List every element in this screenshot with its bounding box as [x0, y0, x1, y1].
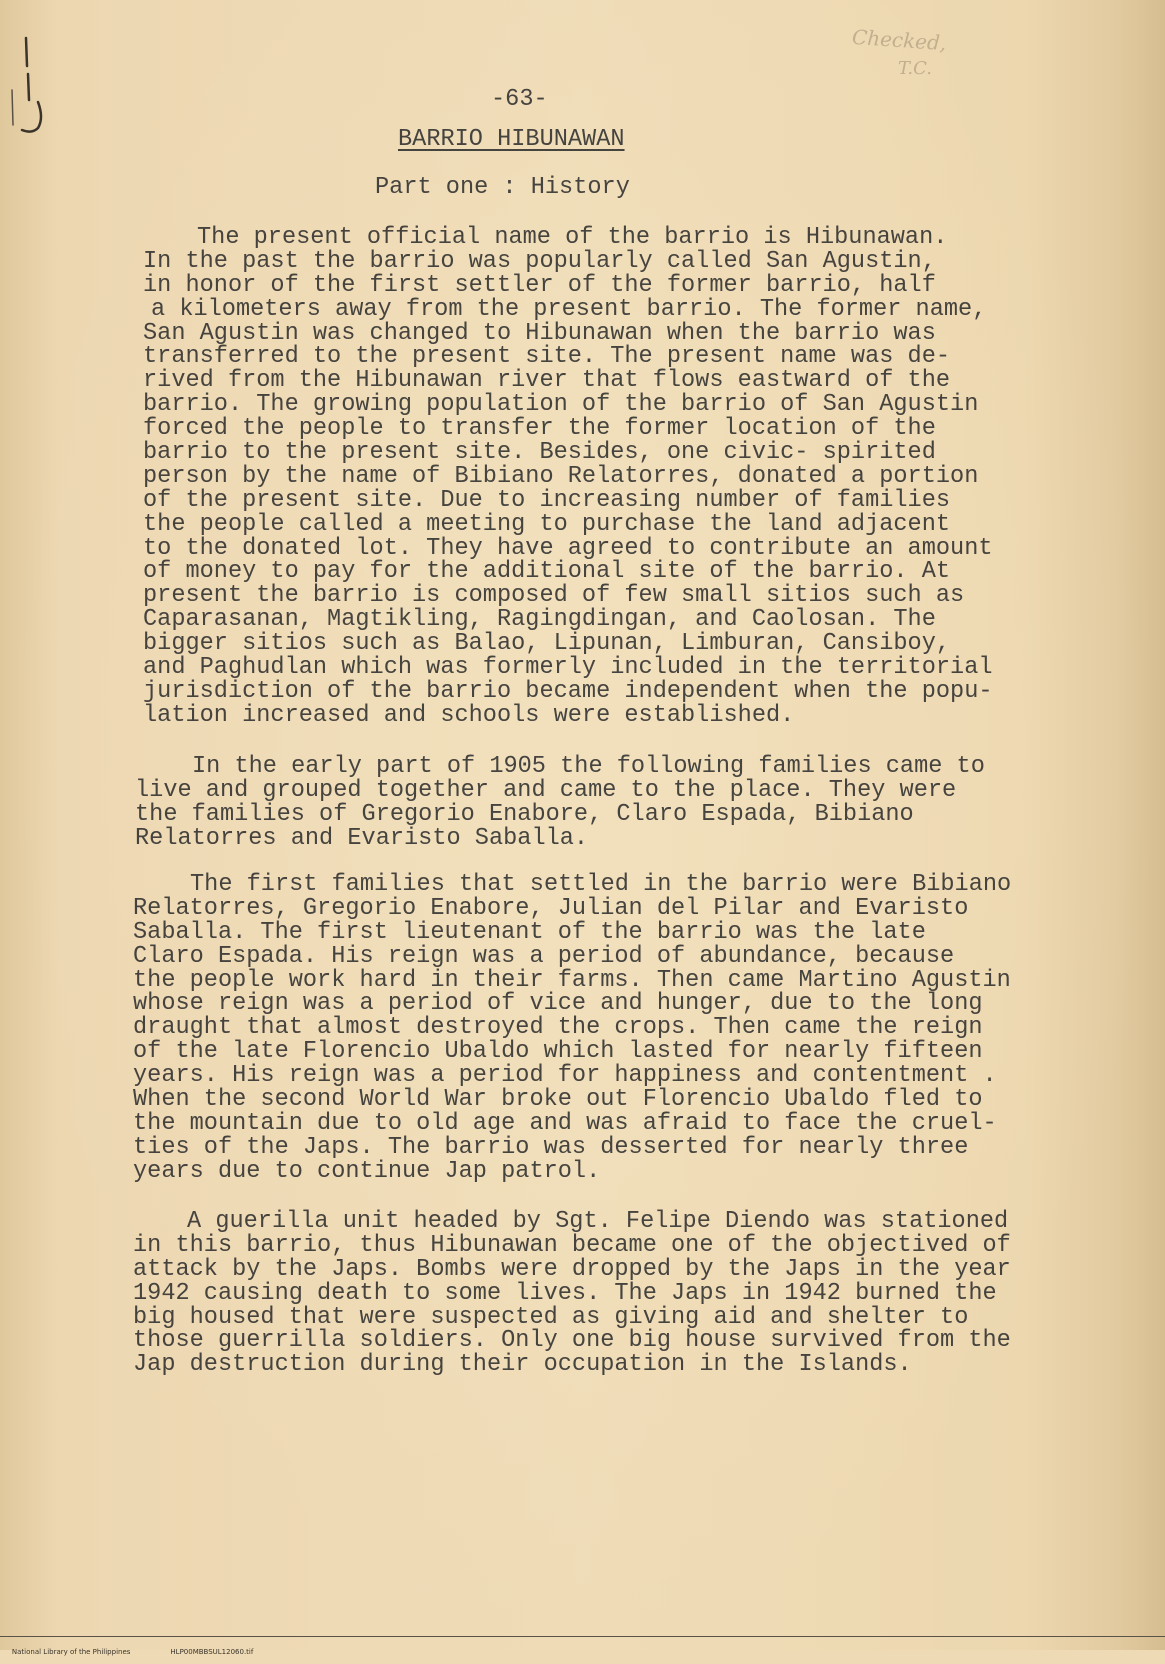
text-line: of the present site. Due to increasing number of families	[143, 486, 951, 514]
text-line: years. His reign was a period for happiness and contentment .	[133, 1062, 997, 1090]
text-line: the mountain due to old age and was afraid to face the cruel-	[133, 1109, 997, 1137]
footer-divider	[0, 1636, 1165, 1637]
section-heading: Part one : History	[375, 174, 630, 201]
paragraph-4	[133, 1210, 1011, 1377]
text-line: and Paghudlan which was formerly included in the territorial	[143, 654, 993, 682]
paragraph-3	[133, 873, 1011, 1184]
text-line: attack by the Japs. Bombs were dropped by the Japs in the year	[133, 1255, 1011, 1283]
binding-marks	[8, 30, 52, 140]
text-line: barrio to the present site. Besides, one civic- spirited	[143, 439, 936, 467]
text-line: lation increased and schools were established.	[143, 701, 795, 729]
text-line: rived from the Hibunawan river that flows eastward of the	[143, 367, 951, 395]
text-line: bigger sitios such as Balao, Lipunan, Limburan, Cansiboy,	[143, 630, 951, 658]
text-line: to the donated lot. They have agreed to contribute an amount	[143, 534, 993, 562]
handwritten-initials: T.C.	[898, 58, 932, 79]
text-line: person by the name of Bibiano Relatorres, donated a portion	[143, 462, 979, 490]
text-line: of the late Florencio Ubaldo which lasted for nearly fifteen	[133, 1038, 983, 1066]
text-line: The present official name of the barrio is Hibunawan.	[197, 224, 948, 251]
text-line: transferred to the present site. The present name was de-	[143, 343, 951, 371]
text-line: years due to continue Jap patrol.	[133, 1157, 601, 1185]
text-line: barrio. The growing population of the barrio of San Agustin	[143, 391, 979, 419]
text-line: the families of Gregorio Enabore, Claro Espada, Bibiano	[135, 800, 914, 828]
text-line: Caparasanan, Magtikling, Ragingdingan, and Caolosan. The	[143, 606, 936, 634]
text-line: The first families that settled in the barrio were Bibiano	[190, 871, 1012, 898]
text-line: whose reign was a period of vice and hunger, due to the long	[133, 990, 983, 1018]
text-line: in honor of the first settler of the former barrio, half	[143, 271, 936, 299]
text-line: 1942 causing death to some lives. The Japs in 1942 burned the	[133, 1279, 997, 1307]
text-line: When the second World War broke out Florencio Ubaldo fled to	[133, 1086, 983, 1114]
page-number: -63-	[491, 86, 548, 113]
text-line: In the early part of 1905 the following families came to	[192, 753, 985, 780]
text-line: Relatorres, Gregorio Enabore, Julian del Pilar and Evaristo	[133, 894, 969, 922]
text-line: ties of the Japs. The barrio was desserted for nearly three	[133, 1133, 969, 1161]
paragraph-2	[135, 755, 985, 851]
scan-footer	[3, 1640, 253, 1664]
footer-library: National Library of the Philippines	[11, 1648, 131, 1656]
text-line: a kilometers away from the present barrio. The former name,	[151, 295, 987, 323]
text-line: draught that almost destroyed the crops. Then came the reign	[133, 1014, 983, 1042]
text-line: the people work hard in their farms. Then came Martino Agustin	[133, 966, 1011, 994]
text-line: in this barrio, thus Hibunawan became one of the objectived of	[133, 1231, 1011, 1259]
text-line: A guerilla unit headed by Sgt. Felipe Diendo was stationed	[187, 1208, 1009, 1235]
text-line: Relatorres and Evaristo Saballa.	[135, 824, 589, 852]
handwritten-check-note: Checked,	[851, 24, 948, 56]
text-line: Saballa. The first lieutenant of the barrio was the late	[133, 918, 926, 946]
text-line: big housed that were suspected as giving aid and shelter to	[133, 1303, 969, 1331]
text-line: the people called a meeting to purchase the land adjacent	[143, 510, 951, 538]
text-line: live and grouped together and came to the place. They were	[135, 776, 957, 804]
text-line: those guerrilla soldiers. Only one big house survived from the	[133, 1327, 1011, 1355]
text-line: San Agustin was changed to Hibunawan when the barrio was	[143, 319, 936, 347]
text-line: forced the people to transfer the former location of the	[143, 415, 936, 443]
text-line: present the barrio is composed of few small sitios such as	[143, 582, 965, 610]
text-line: Jap destruction during their occupation in the Islands.	[133, 1351, 912, 1379]
text-line: jurisdiction of the barrio became independent when the popu-	[143, 677, 993, 705]
footer-filename: HLP00MBBSUL12060.tif	[170, 1648, 254, 1656]
page-title: BARRIO HIBUNAWAN	[398, 126, 625, 153]
text-line: In the past the barrio was popularly called San Agustin,	[143, 247, 936, 275]
paragraph-1	[143, 226, 993, 728]
text-line: Claro Espada. His reign was a period of abundance, because	[133, 942, 955, 970]
text-line: of money to pay for the additional site of the barrio. At	[143, 558, 951, 586]
